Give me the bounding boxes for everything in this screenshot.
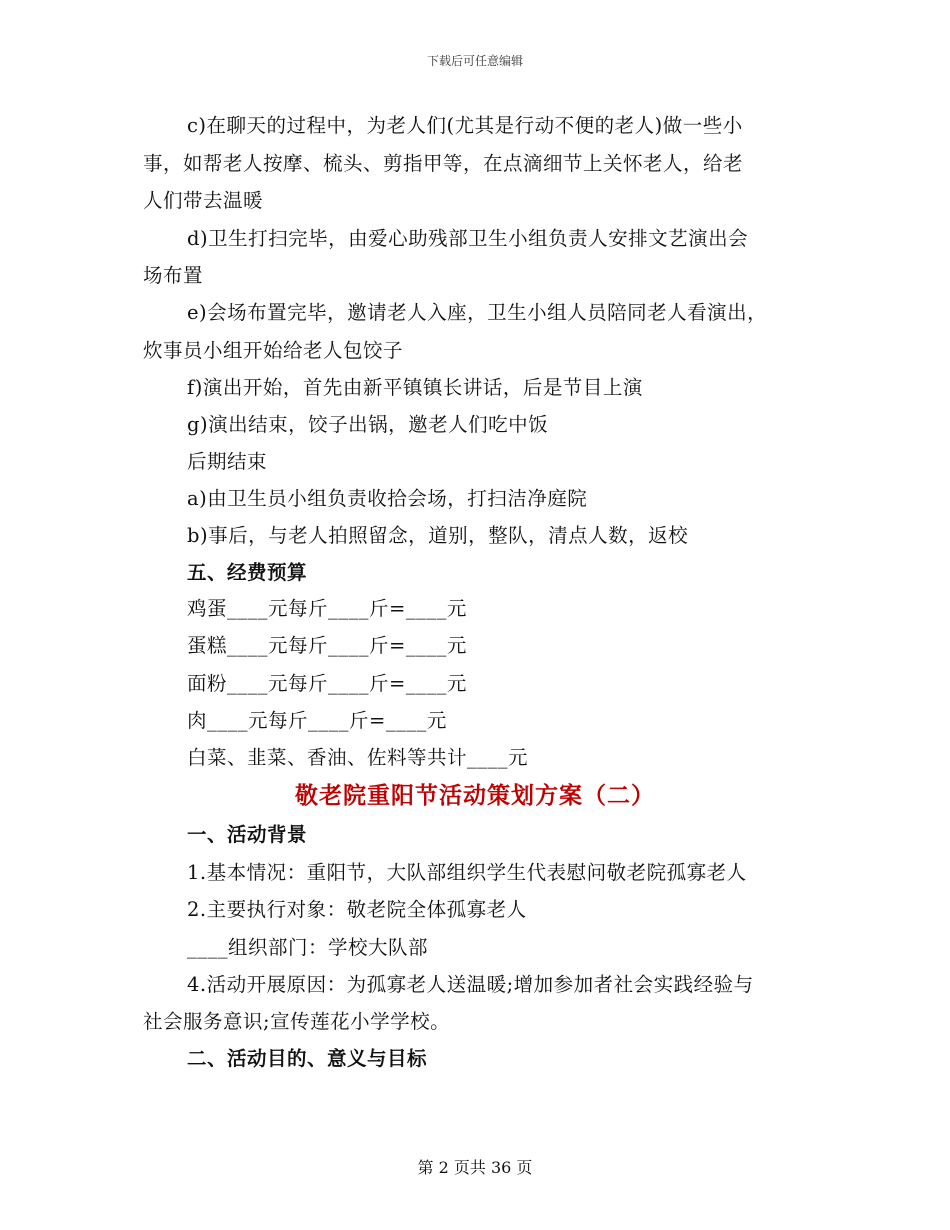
- text-line: c)在聊天的过程中，为老人们(尤其是行动不便的老人)做一些小: [187, 114, 743, 137]
- text-line: 2.主要执行对象：敬老院全体孤寡老人: [187, 898, 527, 921]
- text-line: f)演出开始，首先由新平镇镇长讲话，后是节目上演: [187, 376, 643, 399]
- text-line: 4.活动开展原因：为孤寡老人送温暖;增加参加者社会实践经验与: [187, 973, 754, 996]
- text-line: 1.基本情况：重阳节，大队部组织学生代表慰问敬老院孤寡老人: [187, 861, 747, 884]
- section-heading: 一、活动背景: [187, 823, 308, 846]
- text-line: b)事后，与老人拍照留念，道别，整队，清点人数，返校: [187, 524, 689, 547]
- text-line: 场布置: [143, 264, 204, 287]
- text-line: e)会场布置完毕，邀请老人入座，卫生小组人员陪同老人看演出，: [187, 301, 768, 324]
- text-line: 事，如帮老人按摩、梳头、剪指甲等，在点滴细节上关怀老人，给老: [143, 152, 744, 175]
- text-line: 炊事员小组开始给老人包饺子: [143, 339, 404, 362]
- page-header: 下载后可任意编辑: [426, 54, 523, 68]
- text-line: 人们带去温暖: [143, 189, 264, 212]
- text-line: 后期结束: [187, 450, 268, 473]
- budget-line: 白菜、韭菜、香油、佐料等共计____元: [187, 746, 529, 769]
- budget-line: 蛋糕____元每斤____斤=____元: [187, 634, 467, 657]
- budget-line: 肉____元每斤____斤=____元: [187, 709, 447, 732]
- budget-line: 鸡蛋____元每斤____斤=____元: [187, 597, 467, 620]
- section-heading: 五、经费预算: [187, 561, 308, 584]
- section-heading: 二、活动目的、意义与目标: [187, 1047, 428, 1070]
- text-line: d)卫生打扫完毕，由爱心助残部卫生小组负责人安排文艺演出会: [187, 227, 749, 250]
- text-line: g)演出结束，饺子出锅，邀老人们吃中饭: [187, 413, 549, 436]
- budget-line: 面粉____元每斤____斤=____元: [187, 672, 467, 695]
- text-line: ____组织部门：学校大队部: [187, 936, 429, 959]
- text-line: 社会服务意识;宣传莲花小学学校。: [143, 1010, 451, 1033]
- page-footer: 第 2 页共 36 页: [417, 1158, 533, 1177]
- text-line: a)由卫生员小组负责收拾会场，打扫洁净庭院: [187, 487, 588, 510]
- document-title: 敬老院重阳节活动策划方案（二）: [295, 783, 655, 809]
